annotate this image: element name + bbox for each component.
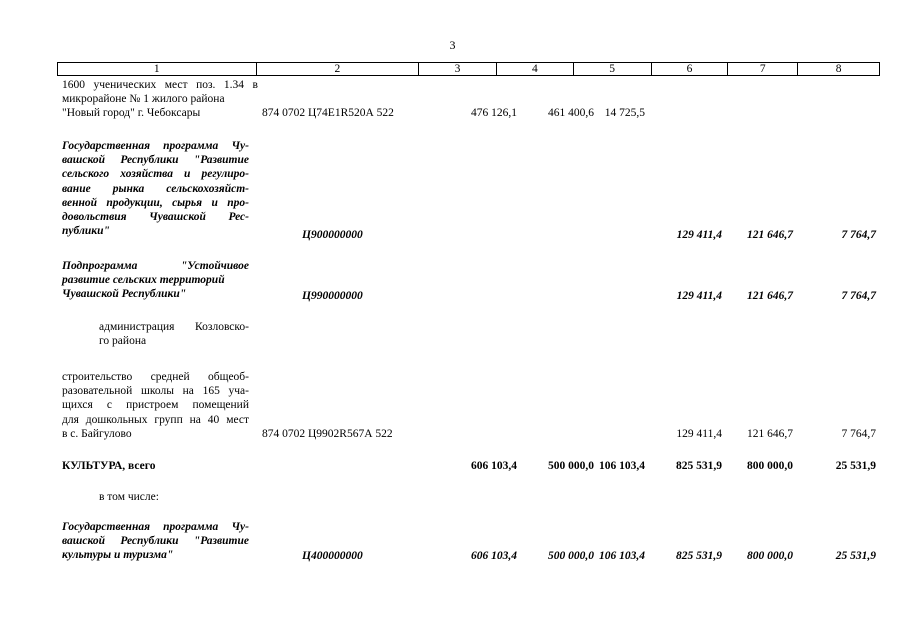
row-name-line: публики" bbox=[62, 225, 110, 238]
row-name-line: культуры и туризма" bbox=[62, 549, 174, 562]
row-col3-value: 606 103,4 bbox=[471, 460, 517, 472]
row-col8-value: 25 531,9 bbox=[835, 550, 876, 562]
row-name-line: щихся с пристроем помещений bbox=[62, 399, 249, 412]
row-code: 874 0702 Ц74Е1R520А 522 bbox=[262, 107, 394, 119]
row-name-line: администрация Козловско- bbox=[99, 321, 249, 333]
table-row-name bbox=[62, 520, 249, 563]
col-header-5: 5 bbox=[574, 63, 652, 75]
row-name-line: венной продукции, сырья и про- bbox=[62, 196, 249, 209]
row-code: Ц400000000 bbox=[302, 550, 363, 562]
row-col4-value: 500 000,0 bbox=[548, 460, 594, 472]
table-row-name: КУЛЬТУРА, всего bbox=[62, 460, 156, 472]
row-name-line: вание рынка сельскохозяйст- bbox=[62, 182, 249, 195]
table-row-name bbox=[62, 78, 258, 121]
row-col4-value: 461 400,6 bbox=[548, 107, 594, 119]
row-name-line: разовательной школы на 165 уча- bbox=[62, 385, 249, 398]
row-name-line: развитие сельских территорий bbox=[62, 274, 225, 287]
row-name-line: микрорайоне № 1 жилого района bbox=[62, 93, 225, 106]
table-row-name bbox=[62, 139, 249, 238]
row-name-line: вашской Республики "Развитие bbox=[62, 154, 249, 167]
col-header-8: 8 bbox=[835, 63, 842, 75]
row-col8-value: 25 531,9 bbox=[835, 460, 876, 472]
row-code: Ц990000000 bbox=[302, 290, 363, 302]
table-row-name bbox=[62, 259, 249, 302]
row-col7-value: 121 646,7 bbox=[747, 428, 793, 440]
row-name-line: 1600 ученических мест поз. 1.34 в bbox=[62, 79, 258, 91]
col-header-4: 4 bbox=[497, 63, 574, 75]
row-col6-value: 825 531,9 bbox=[676, 550, 722, 562]
row-col4-value: 500 000,0 bbox=[548, 550, 594, 562]
row-code: Ц900000000 bbox=[302, 229, 363, 241]
row-name-line: в с. Байгулово bbox=[62, 427, 132, 440]
row-col3-value: 476 126,1 bbox=[471, 107, 517, 119]
col-header-7: 7 bbox=[728, 63, 798, 75]
row-col5-value: 14 725,5 bbox=[604, 107, 645, 119]
page-number: 3 bbox=[449, 38, 456, 52]
row-name-line: для дошкольных групп на 40 мест bbox=[62, 413, 249, 426]
row-name-line: Государственная программа Чу- bbox=[62, 140, 249, 152]
row-name-line: го района bbox=[99, 335, 147, 348]
col-header-3: 3 bbox=[419, 63, 497, 75]
row-name-line: строительство средней общеоб- bbox=[62, 371, 249, 383]
col-header-2: 2 bbox=[257, 63, 420, 75]
table-header bbox=[57, 62, 880, 76]
row-code: 874 0702 Ц9902R567А 522 bbox=[262, 428, 393, 440]
row-name-line: Чувашской Республики" bbox=[62, 288, 187, 301]
row-col7-value: 121 646,7 bbox=[747, 229, 793, 241]
table-row-name: в том числе: bbox=[99, 491, 159, 503]
table-row-name bbox=[62, 370, 249, 441]
row-col5-value: 106 103,4 bbox=[599, 550, 645, 562]
row-col8-value: 7 764,7 bbox=[841, 290, 876, 302]
row-name-line: Подпрограмма "Устойчивое bbox=[62, 260, 249, 272]
row-name-line: довольствия Чувашской Рес- bbox=[62, 211, 249, 224]
row-col8-value: 7 764,7 bbox=[841, 428, 876, 440]
row-name-line: Государственная программа Чу- bbox=[62, 521, 249, 533]
row-col7-value: 800 000,0 bbox=[747, 550, 793, 562]
row-col6-value: 129 411,4 bbox=[676, 229, 722, 241]
row-col3-value: 606 103,4 bbox=[471, 550, 517, 562]
row-name-line: вашской Республики "Развитие bbox=[62, 535, 249, 548]
row-name-line: "Новый город" г. Чебоксары bbox=[62, 107, 201, 120]
col-header-6: 6 bbox=[652, 63, 729, 75]
row-col7-value: 800 000,0 bbox=[747, 460, 793, 472]
row-col6-value: 129 411,4 bbox=[676, 290, 722, 302]
row-col8-value: 7 764,7 bbox=[841, 229, 876, 241]
col-header-1: 1 bbox=[58, 63, 257, 75]
row-col7-value: 121 646,7 bbox=[747, 290, 793, 302]
row-col6-value: 129 411,4 bbox=[676, 428, 722, 440]
table-row-name bbox=[99, 320, 249, 348]
row-col5-value: 106 103,4 bbox=[599, 460, 645, 472]
row-name-line: сельского хозяйства и регулиро- bbox=[62, 168, 249, 181]
row-col6-value: 825 531,9 bbox=[676, 460, 722, 472]
